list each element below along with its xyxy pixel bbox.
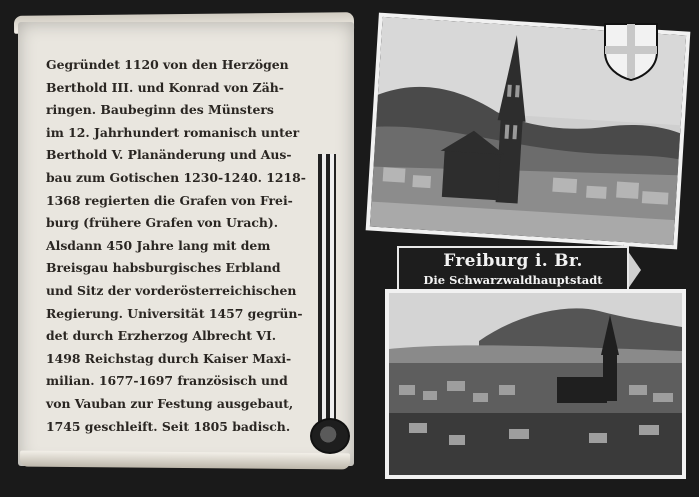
history-line: det durch Erzherzog Albrecht VI. — [46, 328, 277, 344]
history-line: Gegründet 1120 von den Herzögen — [46, 57, 289, 72]
history-line: Regierung. Universität 1457 gegrün- — [46, 305, 303, 321]
history-line: 1498 Reichstag durch Kaiser Maxi- — [46, 350, 292, 366]
banner-title: Freiburg i. Br. — [443, 251, 583, 271]
banner-subtitle: Die Schwarzwaldhauptstadt — [423, 273, 603, 287]
ribbon — [318, 154, 336, 424]
history-line: burg (frühere Grafen von Urach). — [46, 215, 279, 231]
city-banner — [397, 246, 629, 292]
history-line: im 12. Jahrhundert romanisch unter — [46, 124, 300, 140]
scroll-bottom-curl — [20, 451, 350, 470]
history-line: 1368 regierten die Grafen von Frei- — [46, 192, 293, 208]
history-line: Alsdann 450 Jahre lang mit dem — [46, 237, 271, 253]
history-line: und Sitz der vorderösterreichischen — [46, 282, 297, 298]
ribbon-band — [318, 154, 336, 424]
photo-panorama-image — [389, 293, 682, 475]
wax-seal-icon — [310, 418, 350, 454]
history-text — [46, 54, 306, 434]
freiburg-cross-shield-icon — [603, 22, 659, 82]
history-line: milian. 1677-1697 französisch und — [46, 373, 288, 389]
history-line: von Vauban zur Festung ausgebaut, — [46, 395, 294, 411]
history-line: Berthold III. und Konrad von Zäh- — [46, 79, 284, 95]
history-line: Breisgau habsburgisches Erbland — [46, 260, 281, 276]
history-line: 1745 geschleift. Seit 1805 badisch. — [46, 418, 291, 434]
history-line: Berthold V. Planänderung und Aus- — [46, 147, 292, 163]
history-line: ringen. Baubeginn des Münsters — [46, 102, 274, 118]
photo-panorama — [385, 289, 686, 479]
history-line: bau zum Gotischen 1230-1240. 1218- — [46, 169, 306, 185]
